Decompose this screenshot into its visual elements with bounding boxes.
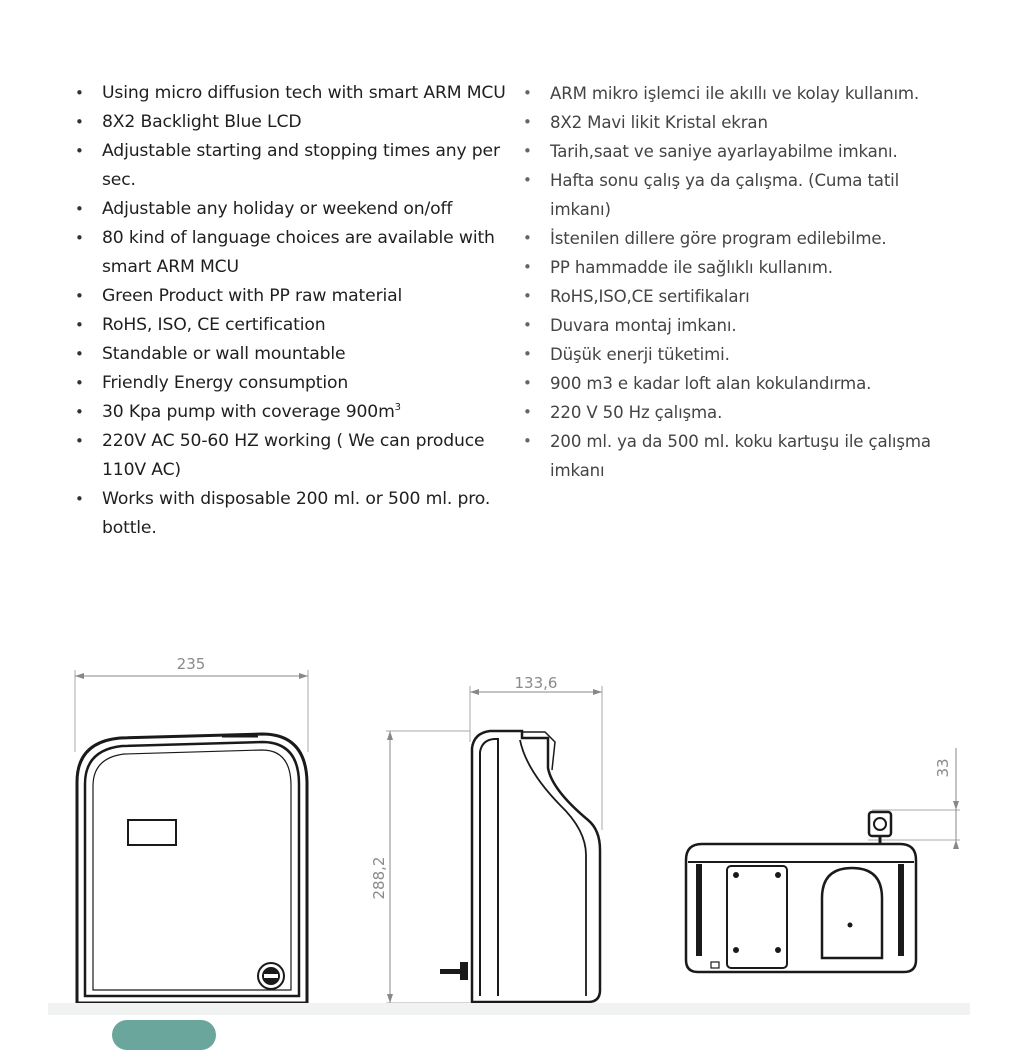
technical-drawing bbox=[0, 640, 1029, 1010]
dimension-top-offset: 33 bbox=[934, 758, 952, 778]
feature-item: • 8X2 Backlight Blue LCD bbox=[75, 108, 525, 137]
feature-item-text: 30 Kpa pump with coverage 900m bbox=[102, 402, 395, 422]
feature-item: • RoHS, ISO, CE certification bbox=[75, 311, 525, 340]
feature-item-tr: • 200 ml. ya da 500 ml. koku kartuşu ile çalışma imkanı bbox=[523, 427, 953, 485]
feature-item-tr: • Düşük enerji tüketimi. bbox=[523, 340, 953, 369]
feature-item: • Adjustable starting and stopping times any per sec. bbox=[75, 137, 525, 195]
feature-item-tr: • 8X2 Mavi likit Kristal ekran bbox=[523, 108, 953, 137]
feature-item-tr: • 900 m3 e kadar loft alan kokulandırma. bbox=[523, 369, 953, 398]
feature-item: • Friendly Energy consumption bbox=[75, 369, 525, 398]
feature-item: • Works with disposable 200 ml. or 500 ml. pro. bottle. bbox=[75, 485, 525, 543]
feature-item: • Green Product with PP raw material bbox=[75, 282, 525, 311]
feature-item-tr: • 220 V 50 Hz çalışma. bbox=[523, 398, 953, 427]
feature-item: • Standable or wall mountable bbox=[75, 340, 525, 369]
feature-item: • 80 kind of language choices are available with smart ARM MCU bbox=[75, 224, 525, 282]
dimension-depth: 133,6 bbox=[514, 674, 558, 692]
top-view bbox=[686, 748, 960, 972]
feature-item-tr: • PP hammadde ile sağlıklı kullanım. bbox=[523, 253, 953, 282]
features-list-turkish bbox=[523, 79, 953, 485]
feature-item-tr: • Hafta sonu çalış ya da çalışma. (Cuma tatil imkanı) bbox=[523, 166, 953, 224]
feature-item bbox=[75, 398, 525, 427]
feature-item: • Adjustable any holiday or weekend on/off bbox=[75, 195, 525, 224]
dimension-width: 235 bbox=[176, 655, 206, 673]
feature-item: • 220V AC 50-60 HZ working ( We can produce 110V AC) bbox=[75, 427, 525, 485]
features-list-english bbox=[75, 79, 525, 543]
decorative-shape bbox=[112, 1020, 216, 1050]
front-view bbox=[75, 670, 308, 1003]
footer-band bbox=[48, 1003, 970, 1015]
feature-item-tr: • RoHS,ISO,CE sertifikaları bbox=[523, 282, 953, 311]
feature-item-tr: • Tarih,saat ve saniye ayarlayabilme imkanı. bbox=[523, 137, 953, 166]
side-view bbox=[386, 686, 602, 1003]
dimension-height: 288,2 bbox=[370, 856, 388, 900]
feature-item: • Using micro diffusion tech with smart ARM MCU bbox=[75, 79, 525, 108]
feature-item-tr: • Duvara montaj imkanı. bbox=[523, 311, 953, 340]
superscript-three: 3 bbox=[394, 402, 401, 413]
feature-item-tr: • İstenilen dillere göre program edilebilme. bbox=[523, 224, 953, 253]
feature-item-tr: • ARM mikro işlemci ile akıllı ve kolay kullanım. bbox=[523, 79, 953, 108]
